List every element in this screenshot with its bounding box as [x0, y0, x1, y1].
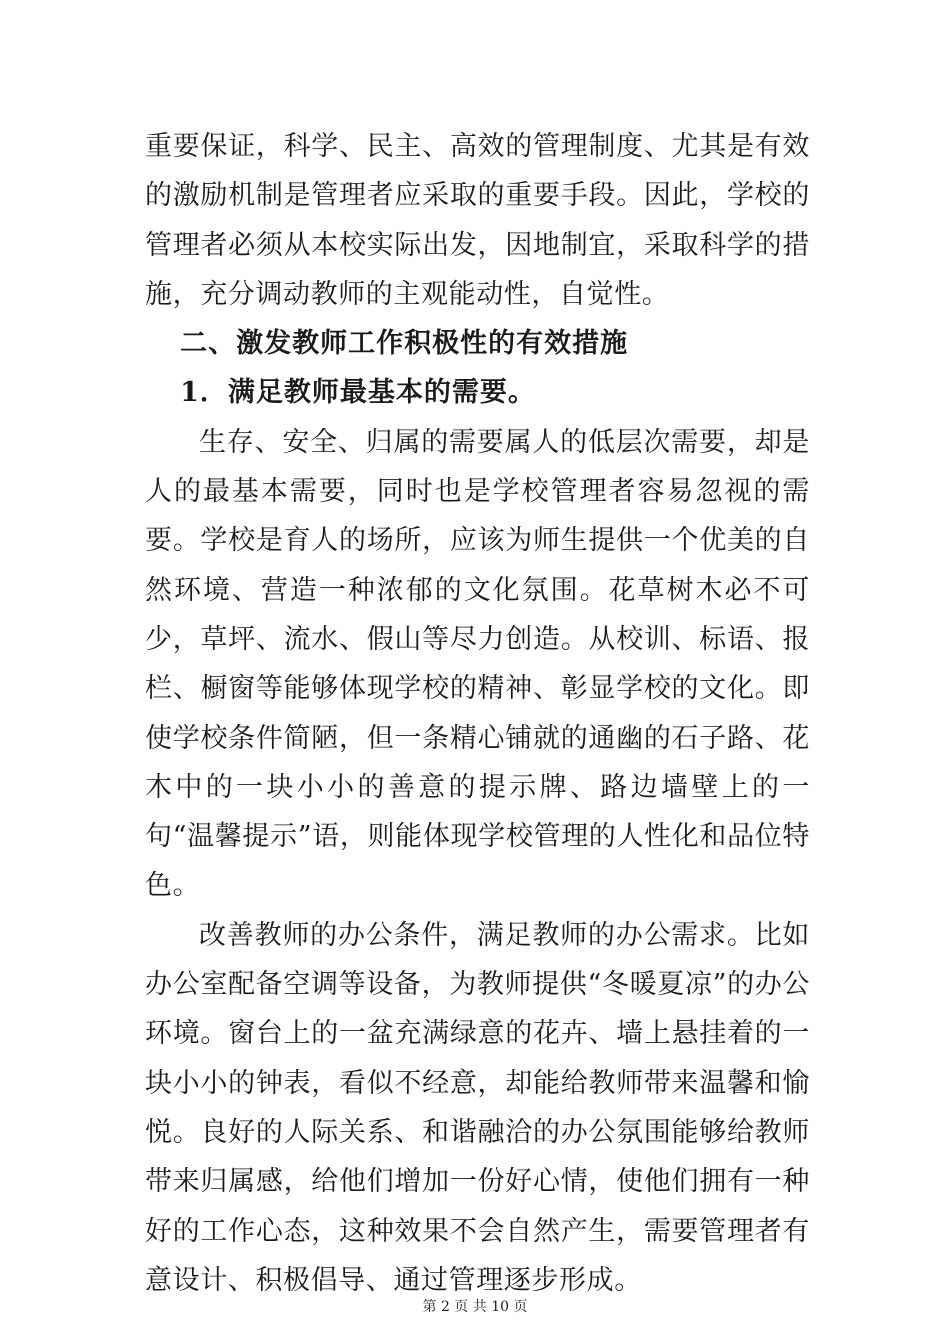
paragraph-basic-needs: 生存、安全、归属的需要属人的低层次需要，却是人的最基本需要，同时也是学校管理者容易忽视的需要。学校是育人的场所，应该为师生提供一个优美的自然环境、营造一种浓郁的文化氛围。花草树木必不可少，草坪、流水、假山等尽力创造。从校训、标语、报栏、橱窗等能够体现学校的精神、彰显学校的文化。即使学校条件简陋，但一条精心铺就的通幽的石子路、花木中的一块小小的善意的提示牌、路边墙壁上的一句“温馨提示”语，则能体现学校管理的人性化和品位特色。 — [145, 426, 810, 902]
section-heading: 二、激发教师工作积极性的有效措施 — [180, 328, 629, 360]
page-number-footer: 第 2 页 共 10 页 — [422, 1299, 528, 1315]
paragraph-office-conditions: 改善教师的办公条件，满足教师的办公需求。比如办公室配备空调等设备，为教师提供“冬暖夏凉”的办公环境。窗台上的一盆充满绿意的花卉、墙上悬挂着的一块小小的钟表，看似不经意，却能给教师带来温馨和愉悦。良好的人际关系、和谐融洽的办公氛围能够给教师带来归属感，给他们增加一份好心情，使他们拥有一种好的工作心态，这种效果不会自然产生，需要管理者有意设计、积极倡导、通过管理逐步形成。 — [145, 919, 810, 1296]
paragraph-continued: 重要保证，科学、民主、高效的管理制度、尤其是有效的激励机制是管理者应采取的重要手段。因此，学校的管理者必须从本校实际出发，因地制宜，采取科学的措施，充分调动教师的主观能动性，自觉性。 — [145, 131, 810, 310]
subsection-heading: 1．满足教师最基本的需要。 — [180, 377, 536, 409]
document-body — [145, 122, 810, 1305]
